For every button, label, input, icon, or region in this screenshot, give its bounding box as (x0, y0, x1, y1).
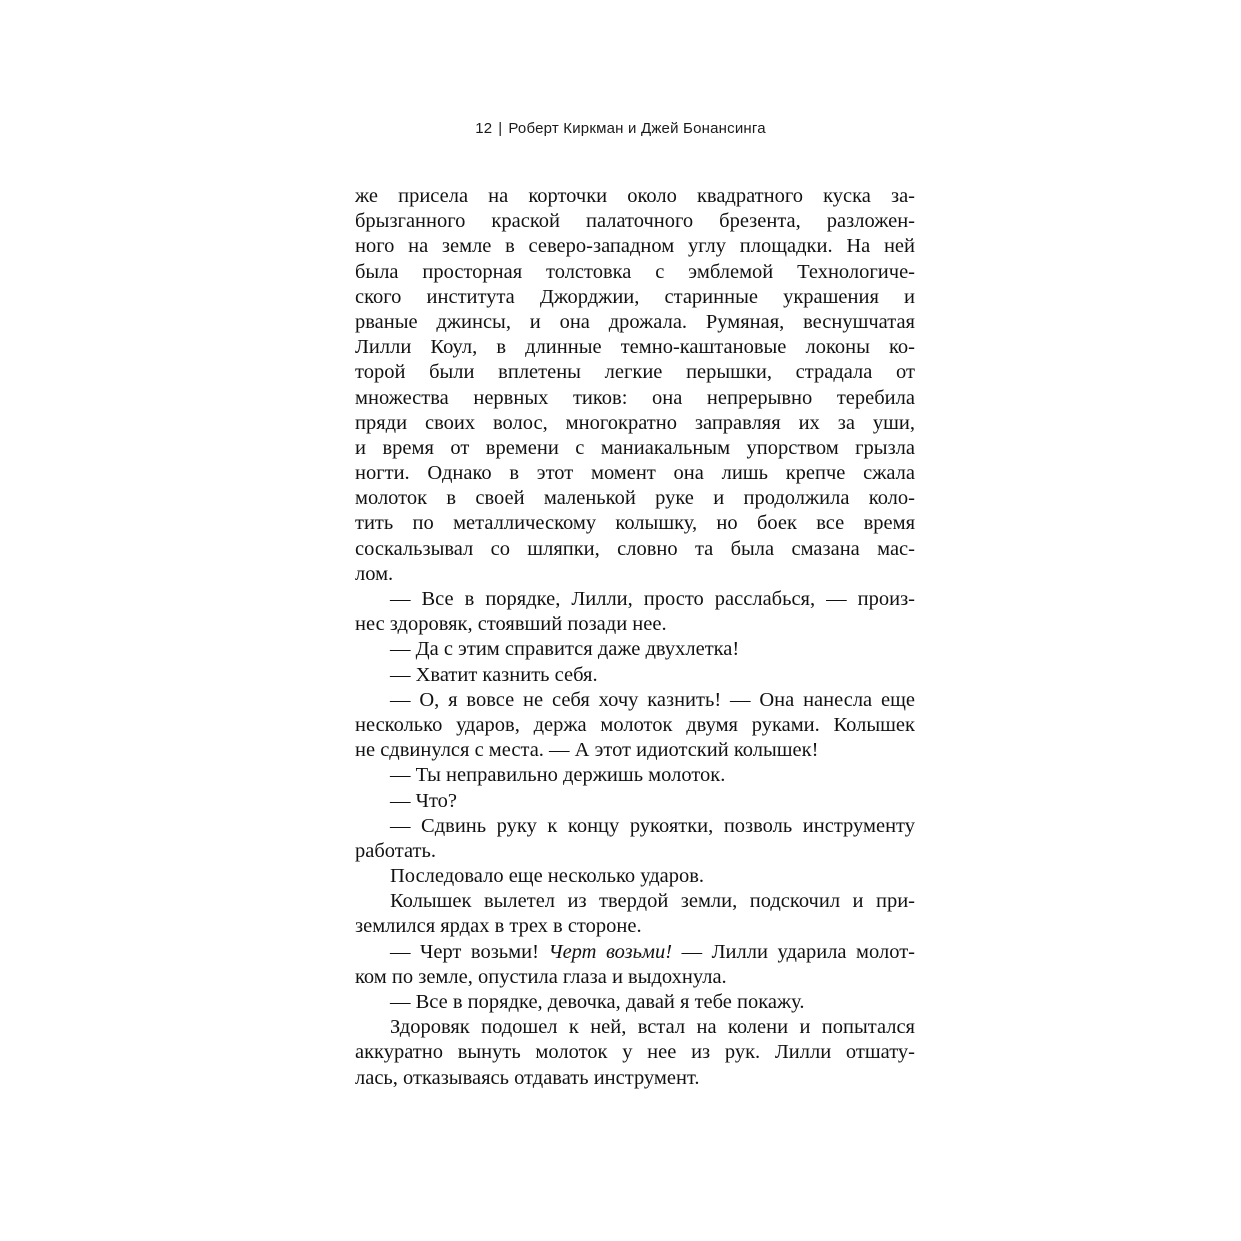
text-line: не сдвинулся с места. — А этот идиотский колышек! (355, 739, 819, 762)
text-line: нес здоровяк, стоявший позади нее. (355, 613, 667, 636)
text-line: — Все в порядке, Лилли, просто расслабься, — произ- (390, 588, 915, 610)
text-line: Последовало еще несколько ударов. (390, 865, 705, 888)
text-line: Колышек вылетел из твердой земли, подскочил и при- (390, 890, 915, 913)
text-line: — Сдвинь руку к концу рукоятки, позволь инструменту (390, 814, 915, 837)
text-line: молоток в своей маленькой руке и продолжила коло- (355, 487, 915, 510)
text-line: — Ты неправильно держишь молоток. (390, 764, 726, 787)
text-line: соскальзывал со шляпки, словно та была смазана мас- (355, 537, 915, 560)
text-line: же присела на корточки около квадратного куска за- (355, 185, 915, 207)
italic-exclamation: Черт возьми! (548, 940, 673, 963)
text-line: аккуратно вынуть молоток у нее из рук. Лилли отшату- (355, 1041, 915, 1064)
text-line: лом. (355, 562, 394, 585)
text-line: торой были вплетены легкие перышки, страдала от (355, 361, 915, 384)
text-line: ком по земле, опустила глаза и выдохнула. (355, 965, 727, 988)
text-line: — Хватит казнить себя. (390, 663, 598, 686)
text-line: брызганного краской палаточного брезента, разложен- (355, 210, 915, 233)
text-line: — Все в порядке, девочка, давай я тебе покажу. (390, 991, 805, 1013)
text-fragment: — Черт возьми! (390, 940, 549, 963)
header-separator: | (498, 120, 503, 137)
text-line: пряди своих волос, многократно заправляя их за уши, (355, 411, 915, 434)
text-line: множества нервных тиков: она непрерывно теребила (355, 386, 915, 409)
text-line: работать. (355, 839, 436, 862)
text-line: ного на земле в северо-западном углу площадки. На ней (355, 235, 915, 258)
text-line: тить по металлическому колышку, но боек все время (355, 512, 915, 535)
text-line: Здоровяк подошел к ней, встал на колени и попытался (390, 1016, 915, 1039)
body-text (355, 184, 915, 1091)
page-number: 12 (475, 120, 493, 137)
text-line: ского института Джорджии, старинные украшения и (355, 285, 915, 308)
header-authors: Роберт Киркман и Джей Бонансинга (508, 120, 766, 137)
text-line: Лилли Коул, в длинные темно-каштановые локоны ко- (355, 336, 915, 359)
text-line: — Что? (390, 789, 457, 812)
text-line: ногти. Однако в этот момент она лишь крепче сжала (355, 462, 915, 485)
text-line: несколько ударов, держа молоток двумя руками. Колышек (355, 713, 915, 736)
text-line-with-italic (355, 940, 915, 965)
text-line: — О, я вовсе не себя хочу казнить! — Она нанесла еще (390, 688, 915, 711)
text-line: и время от времени с маниакальным упорством грызла (355, 436, 915, 459)
text-line: рваные джинсы, и она дрожала. Румяная, веснушчатая (355, 310, 915, 333)
text-line: — Да с этим справится даже двухлетка! (390, 638, 740, 661)
text-line: землился ярдах в трех в стороне. (355, 915, 642, 938)
text-line: была просторная толстовка с эмблемой Технологиче- (355, 260, 915, 283)
text-fragment: — Лилли ударила молот- (672, 940, 915, 963)
running-header (0, 120, 1241, 137)
text-line: лась, отказываясь отдавать инструмент. (355, 1066, 700, 1089)
